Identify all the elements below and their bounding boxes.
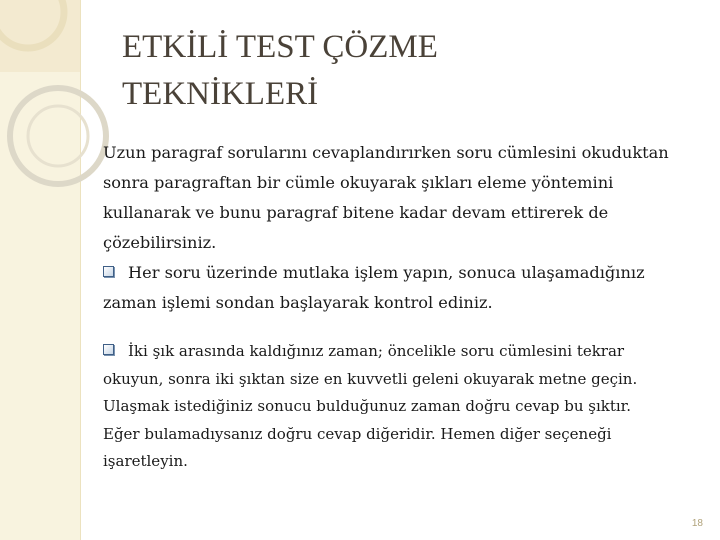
text-line: Eğer bulamadıysanız doğru cevap diğeridir. Hemen diğer seçeneği <box>103 424 612 443</box>
square-bullet-icon <box>103 344 114 355</box>
text-line: kullanarak ve bunu paragraf bitene kadar devam ettirerek de <box>103 203 609 222</box>
slide-title <box>122 24 682 118</box>
text-line: işaretleyin. <box>103 452 188 471</box>
decorative-rings <box>0 0 120 220</box>
text-line <box>103 338 703 366</box>
square-bullet-icon <box>103 266 114 277</box>
bullet-item-1 <box>103 258 703 318</box>
bullet-text: Her soru üzerinde mutlaka işlem yapın, sonuca ulaşamadığınız <box>128 263 645 282</box>
text-line: zaman işlemi sondan başlayarak kontrol ediniz. <box>103 293 493 312</box>
slide-content <box>103 138 703 476</box>
page-number: 18 <box>691 518 703 529</box>
text-line: okuyun, sonra iki şıktan size en kuvvetli geleni okuyarak metne geçin. <box>103 369 638 388</box>
title-line: ETKİLİ TEST ÇÖZME <box>122 29 438 65</box>
text-line: Ulaşmak istediğiniz sonucu bulduğunuz zaman doğru cevap bu şıktır. <box>103 397 631 416</box>
text-line <box>103 258 703 288</box>
bullet-text: İki şık arasında kaldığınız zaman; öncelikle soru cümlesini tekrar <box>128 342 625 360</box>
bullet-item-2 <box>103 338 703 476</box>
text-line: Uzun paragraf sorularını cevaplandırırken soru cümlesini okuduktan <box>103 143 669 162</box>
title-line: TEKNİKLERİ <box>122 76 319 112</box>
text-line: sonra paragraftan bir cümle okuyarak şıkları eleme yöntemini <box>103 173 614 192</box>
text-line: çözebilirsiniz. <box>103 233 217 252</box>
intro-paragraph <box>103 138 703 258</box>
spacer <box>103 318 703 338</box>
